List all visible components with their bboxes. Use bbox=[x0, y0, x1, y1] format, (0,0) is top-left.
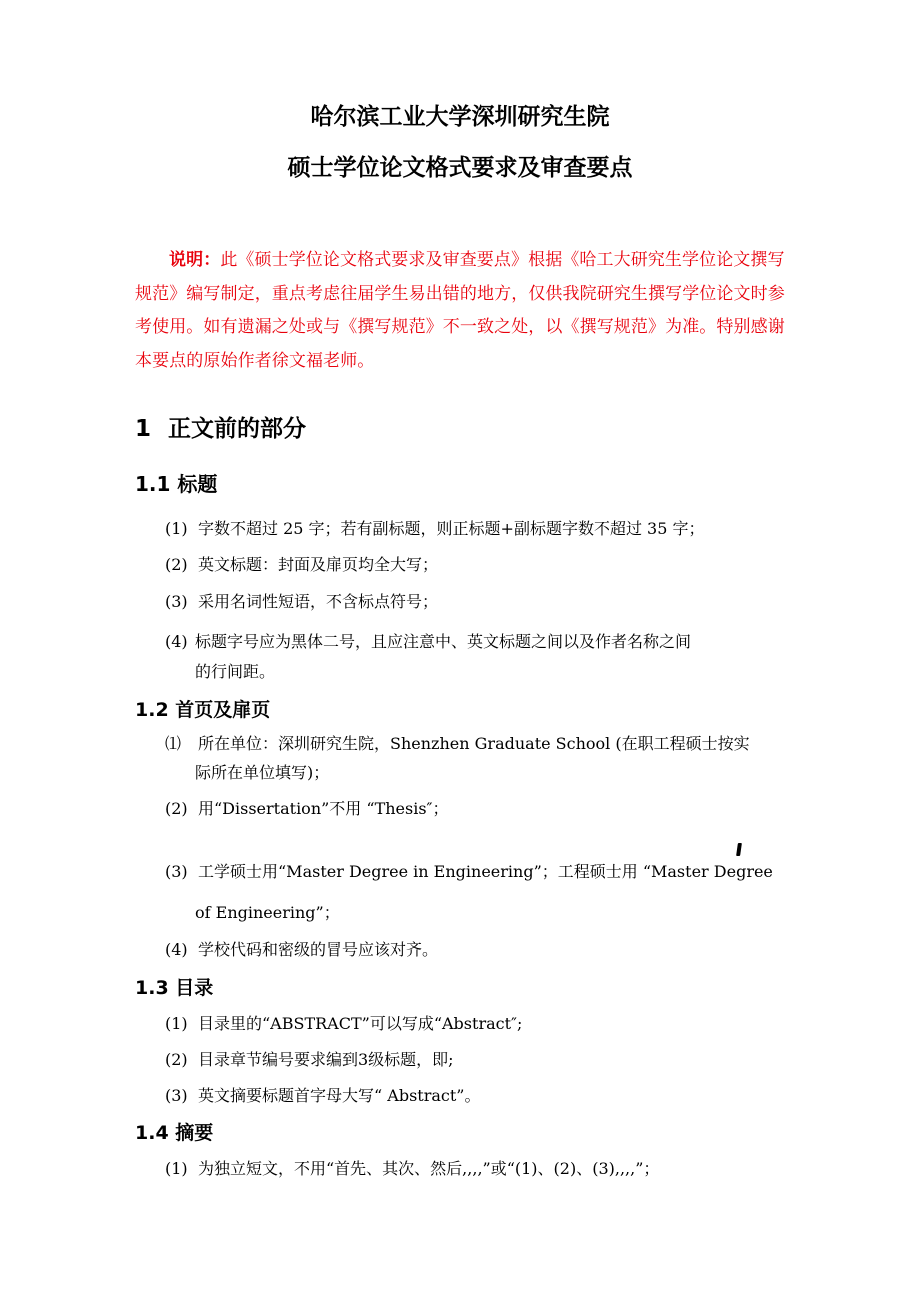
list-item-text: 工学硕士用“Master Degree in Engineering”；工程硕士用 “Master Degree bbox=[198, 862, 773, 881]
note-label: 说明： bbox=[169, 250, 221, 270]
list-marker: (4) bbox=[165, 940, 188, 959]
list-marker: ⑴ bbox=[165, 734, 182, 753]
list-marker: (1) bbox=[165, 1159, 188, 1178]
list-marker: (2) bbox=[165, 555, 188, 574]
subsection-heading-1-2: 1.2 首页及扉页 bbox=[135, 699, 271, 721]
list-item-text: 目录章节编号要求编到3级标题，即; bbox=[198, 1050, 454, 1069]
subsection-heading-1-4: 1.4 摘要 bbox=[135, 1122, 214, 1144]
list-item bbox=[165, 1011, 522, 1034]
list-marker: (3) bbox=[165, 592, 188, 611]
list-item-text: 字数不超过 25 字；若有副标题，则正标题+副标题字数不超过 35 字； bbox=[198, 519, 705, 538]
list-marker: (1) bbox=[165, 1014, 188, 1033]
list-item bbox=[165, 731, 750, 754]
list-marker: (3) bbox=[165, 862, 188, 881]
list-item-text: 英文摘要标题首字母大写“ Abstract”。 bbox=[198, 1086, 481, 1105]
list-item-continuation: 际所在单位填写)； bbox=[195, 763, 330, 782]
section-heading-1 bbox=[135, 410, 306, 443]
stray-mark bbox=[736, 843, 742, 856]
list-item-text: 目录里的“ABSTRACT”可以写成“Abstract″; bbox=[198, 1014, 523, 1033]
list-item bbox=[165, 1047, 454, 1070]
list-item bbox=[165, 516, 704, 539]
list-marker: (2) bbox=[165, 1050, 188, 1069]
list-marker: (4) bbox=[165, 632, 188, 651]
list-marker: (3) bbox=[165, 1086, 188, 1105]
note-paragraph bbox=[135, 244, 785, 378]
note-text: 此《硕士学位论文格式要求及审查要点》根据《哈工大研究生学位论文撰写规范》编写制定，重点考虑往届学生易出错的地方，仅供我院研究生撰写学位论文时参考使用。如有遗漏之处或与《撰写规范》不一致之处，以《撰写规范》为准。特别感谢本要点的原始作者徐文福老师。 bbox=[135, 250, 785, 371]
list-item bbox=[165, 1156, 659, 1179]
section-number: 1 bbox=[135, 416, 152, 442]
list-item bbox=[165, 937, 438, 960]
document-title-line2: 硕士学位论文格式要求及审查要点 bbox=[287, 155, 633, 181]
list-item bbox=[165, 796, 449, 819]
list-item-text: 所在单位：深圳研究生院，Shenzhen Graduate School (在职工程硕士按实 bbox=[198, 734, 750, 753]
list-marker: (1) bbox=[165, 519, 188, 538]
list-marker: (2) bbox=[165, 799, 188, 818]
list-item-continuation: 的行间距。 bbox=[195, 662, 276, 681]
list-item-text: 用“Dissertation”不用 “Thesis″； bbox=[198, 799, 449, 818]
list-item bbox=[165, 629, 691, 652]
list-item bbox=[165, 859, 773, 882]
list-item-continuation: of Engineering”； bbox=[195, 903, 340, 922]
document-title-line1: 哈尔滨工业大学深圳研究生院 bbox=[310, 104, 610, 130]
list-item-text: 采用名词性短语，不含标点符号； bbox=[198, 592, 439, 611]
list-item-text: 英文标题：封面及扉页均全大写； bbox=[198, 555, 439, 574]
section-title: 正文前的部分 bbox=[168, 416, 306, 442]
list-item-text: 标题字号应为黑体二号，且应注意中、英文标题之间以及作者名称之间 bbox=[195, 632, 692, 651]
list-item-text: 学校代码和密级的冒号应该对齐。 bbox=[198, 940, 439, 959]
list-item bbox=[165, 552, 438, 575]
subsection-heading-1-1: 1.1 标题 bbox=[135, 472, 218, 496]
list-item bbox=[165, 1083, 480, 1106]
list-item bbox=[165, 589, 438, 612]
subsection-heading-1-3: 1.3 目录 bbox=[135, 977, 214, 999]
list-item-text: 为独立短文，不用“首先、其次、然后,,,,”或“(1)、(2)、(3),,,,”； bbox=[198, 1159, 660, 1178]
